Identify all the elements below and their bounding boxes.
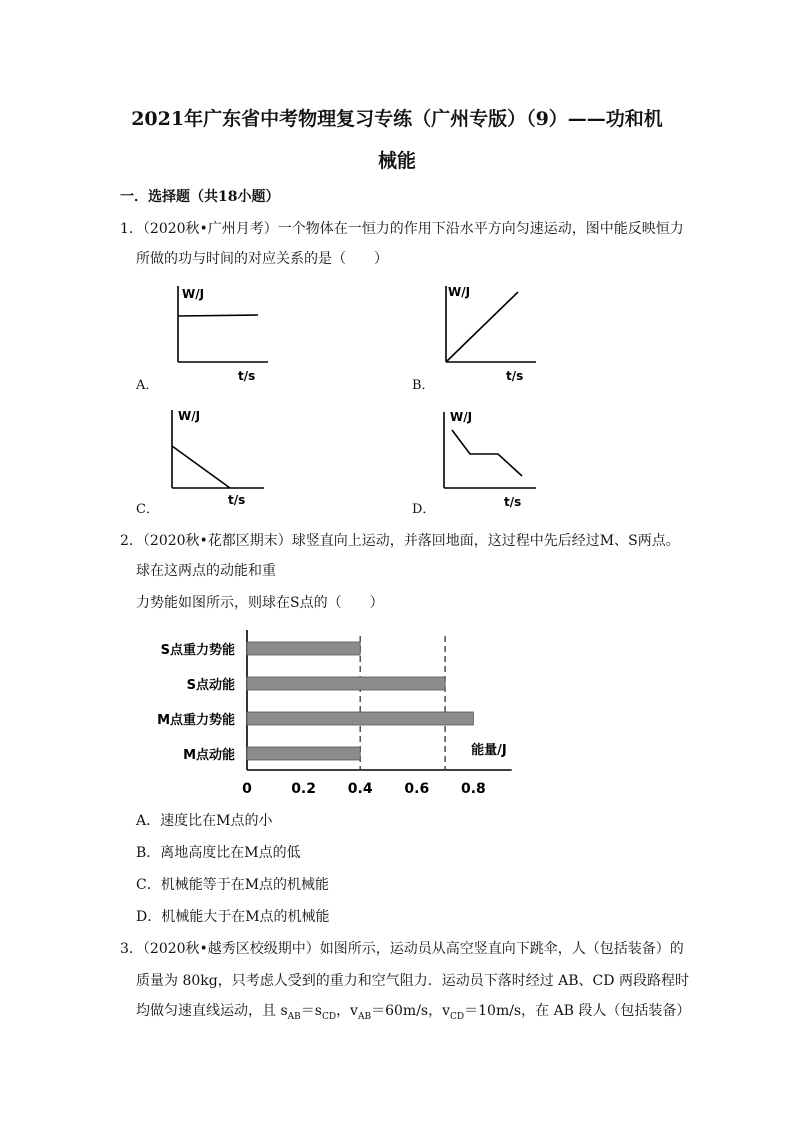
category-label: M点重力势能 (157, 713, 235, 728)
bar (247, 642, 360, 655)
subscript-cd: CD (450, 1011, 465, 1022)
question-2-text-continued: 球在这两点的动能和重 (136, 563, 276, 579)
option-c-label[interactable]: C． (136, 502, 159, 517)
x-tick-label: 0.6 (404, 781, 430, 797)
question-2-text-continued-2: 力势能如图所示，则球在S点的（ ） (136, 595, 384, 611)
section-heading: 一．选择题（共18小题） (120, 189, 280, 205)
x-axis-label: t/s (504, 495, 522, 509)
x-tick-label: 0.8 (460, 781, 486, 797)
category-label: S点动能 (186, 678, 235, 693)
x-tick-label: 0.2 (291, 781, 317, 797)
option-b-graph (418, 278, 548, 385)
y-axis-label: W/J (448, 285, 471, 299)
work-time-line (172, 446, 230, 488)
question-1-text-continued: 所做的功与时间的对应关系的是（ ） (136, 251, 388, 267)
category-label: S点重力势能 (160, 643, 235, 658)
q3-text-segment: ＝60m/s，v (371, 1003, 451, 1019)
option-a[interactable]: A．速度比在M点的小 (136, 813, 273, 829)
option-d[interactable]: D．机械能大于在M点的机械能 (136, 909, 330, 925)
bar (247, 677, 445, 690)
x-axis-label: 能量/J (471, 743, 507, 758)
subscript-cd: CD (321, 1011, 337, 1022)
question-2-text: 2．（2020秋•花都区期末）球竖直向上运动，并落回地面，这过程中先后经过M、S两点。 (120, 533, 680, 549)
question-3-text-continued-2 (136, 1000, 690, 1022)
option-d-graph (418, 402, 548, 510)
work-time-line (452, 430, 522, 476)
question-3-text-continued: 质量为 80kg，只考虑人受到的重力和空气阻力．运动员下落时经过 AB、CD 两段路程时 (136, 973, 689, 989)
x-tick-label: 0 (242, 781, 252, 797)
page-title: 2021年广东省中考物理复习专练（广州专版）（9）——功和机 (131, 108, 663, 130)
x-axis-label: t/s (506, 369, 524, 383)
bar (247, 712, 473, 725)
option-d-label[interactable]: D． (412, 502, 436, 517)
bar (247, 747, 360, 760)
x-tick-label: 0.4 (347, 781, 373, 797)
option-c[interactable]: C．机械能等于在M点的机械能 (136, 877, 330, 893)
subscript-ab: AB (357, 1011, 372, 1022)
work-time-line (446, 292, 518, 362)
work-time-line (178, 315, 258, 316)
y-axis-label: W/J (178, 409, 201, 423)
q3-text-segment: ，v (336, 1003, 358, 1019)
option-a-label[interactable]: A． (136, 378, 159, 393)
subscript-ab: AB (287, 1011, 301, 1022)
option-c-graph (146, 402, 276, 508)
question-3-text: 3．（2020秋•越秀区校级期中）如图所示，运动员从高空竖直向下跳伞，人（包括装备）的 (120, 941, 684, 957)
option-b-label[interactable]: B． (412, 378, 435, 393)
q3-text-segment: ＝10m/s，在 AB 段人（包括装备） (464, 1003, 691, 1019)
y-axis-label: W/J (450, 410, 473, 424)
question-1-text: 1．（2020秋•广州月考）一个物体在一恒力的作用下沿水平方向匀速运动，图中能反映恒力 (120, 221, 684, 237)
q3-text-segment: 均做匀速直线运动，且 s (136, 1003, 288, 1019)
energy-bar-chart (130, 630, 530, 800)
page-title-continued: 械能 (377, 150, 416, 172)
y-axis-label: W/J (182, 287, 205, 301)
q3-text-segment: ＝s (300, 1003, 322, 1019)
x-axis-label: t/s (238, 369, 256, 383)
option-a-graph (150, 280, 280, 385)
x-axis-label: t/s (228, 493, 246, 507)
option-b[interactable]: B．离地高度比在M点的低 (136, 845, 301, 861)
category-label: M点动能 (183, 748, 235, 763)
